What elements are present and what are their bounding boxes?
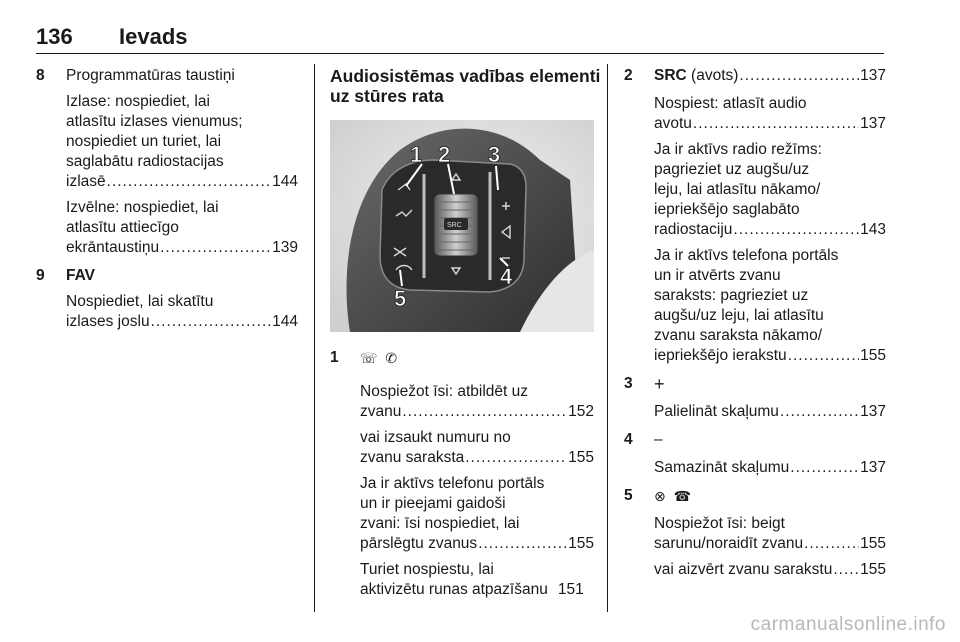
text-line: Nospiežot īsi: atbildēt uz xyxy=(360,383,529,400)
leader-dots xyxy=(733,220,859,240)
reference-text: sarunu/noraidīt zvanu xyxy=(654,535,804,552)
src-engraving: SRC xyxy=(447,222,462,229)
reference-page: 144 xyxy=(272,173,298,190)
item-number: 4 xyxy=(624,431,633,448)
reference-page: 139 xyxy=(272,239,298,256)
page-reference xyxy=(360,580,594,600)
reference-page: 137 xyxy=(860,115,886,132)
page-number: 136 xyxy=(36,24,73,49)
text-line: nospiediet un turiet, lai xyxy=(66,133,222,150)
text-line: Ja ir aktīvs telefona portāls xyxy=(654,247,839,264)
reference-text: zvanu saraksta xyxy=(360,449,465,466)
reference-text: vai aizvērt zvanu sarakstu xyxy=(654,561,833,578)
reference-page: 137 xyxy=(860,459,886,476)
section-title xyxy=(330,66,601,106)
leader-dots xyxy=(402,402,567,422)
item-number: 2 xyxy=(624,67,633,84)
item-paragraph xyxy=(360,474,594,554)
text-line: pagrieziet uz augšu/uz xyxy=(654,161,810,178)
section-title-line: uz stūres rata xyxy=(330,86,444,106)
column-3 xyxy=(624,66,886,588)
reference-page: 144 xyxy=(272,313,298,330)
reference-page: 155 xyxy=(860,347,886,364)
text-line: saraksts: pagrieziet uz xyxy=(654,287,809,304)
src-label-rest: (avots) xyxy=(691,67,739,84)
item-paragraph xyxy=(66,198,298,258)
callout-4: 4 xyxy=(500,264,513,289)
text-line: Nospiest: atlasīt audio xyxy=(654,95,807,112)
text-line: atlasītu attiecīgo xyxy=(66,219,179,236)
item-paragraph xyxy=(360,428,594,468)
page-reference xyxy=(654,114,886,134)
item-paragraph xyxy=(654,246,886,366)
item-paragraph xyxy=(654,560,886,580)
reference-text: radiostaciju xyxy=(654,221,733,238)
reference-text: ekrāntaustiņu xyxy=(66,239,160,256)
callout-3: 3 xyxy=(488,142,501,167)
page-reference xyxy=(360,402,594,422)
item-number: 5 xyxy=(624,487,633,504)
leader-dots xyxy=(739,66,859,86)
item-number: 8 xyxy=(36,67,45,84)
callout-2: 2 xyxy=(438,142,451,167)
text-line: iepriekšējo saglabāto xyxy=(654,201,800,218)
page-reference xyxy=(654,220,886,240)
item-paragraph xyxy=(654,94,886,134)
leader-dots xyxy=(465,448,567,468)
page-reference xyxy=(66,312,298,332)
page-reference xyxy=(654,346,886,366)
text-line: saglabātu radiostacijas xyxy=(66,153,224,170)
header-rule xyxy=(36,53,884,54)
leader-dots xyxy=(478,534,567,554)
callout-5: 5 xyxy=(394,286,407,311)
column-divider-right xyxy=(607,64,608,612)
page-reference xyxy=(654,458,886,478)
item-paragraph xyxy=(66,292,298,332)
reference-page: 155 xyxy=(568,535,594,552)
phone-voice-icon: ☏ ✆ xyxy=(360,350,400,366)
text-line: Ja ir aktīvs telefonu portāls xyxy=(360,475,545,492)
page-title: Ievads xyxy=(119,24,188,49)
reference-text: zvanu xyxy=(360,403,402,420)
leader-dots xyxy=(790,458,859,478)
text-line: un ir pieejami gaidoši xyxy=(360,495,506,512)
page-reference xyxy=(654,534,886,554)
leader-dots xyxy=(151,312,272,332)
item-paragraph xyxy=(360,560,594,600)
reference-text: Samazināt skaļumu xyxy=(654,459,790,476)
list-item-2 xyxy=(624,66,886,366)
reference-page: 155 xyxy=(860,561,886,578)
reference-page: 155 xyxy=(860,535,886,552)
item-number: 9 xyxy=(36,267,45,284)
reference-text: aktivizētu runas atpazīšanu xyxy=(360,581,548,598)
page-reference xyxy=(66,238,298,258)
text-line: vai izsaukt numuru no xyxy=(360,429,511,446)
minus-icon: – xyxy=(654,431,663,448)
text-line: Nospiediet, lai skatītu xyxy=(66,293,214,310)
page-reference xyxy=(654,560,886,580)
item-paragraph xyxy=(654,402,886,422)
site-watermark: carmanualsonline.info xyxy=(750,614,946,635)
list-item-4 xyxy=(624,430,886,478)
reference-page: 151 xyxy=(557,581,584,598)
reference-text: pārslēgtu zvanus xyxy=(360,535,478,552)
text-line: leju, lai atlasītu nākamo/ xyxy=(654,181,821,198)
leader-dots xyxy=(160,238,271,258)
item-paragraph xyxy=(654,514,886,554)
text-line: un ir atvērts zvanu xyxy=(654,267,781,284)
reference-page: 155 xyxy=(568,449,594,466)
plus-icon: + xyxy=(654,374,665,394)
leader-dots xyxy=(788,346,859,366)
text-line: Nospiežot īsi: beigt xyxy=(654,515,785,532)
reference-page: 137 xyxy=(860,67,886,84)
leader-dots xyxy=(833,560,859,580)
page-reference xyxy=(654,402,886,422)
page-reference xyxy=(66,172,298,192)
reference-page: 137 xyxy=(860,403,886,420)
reference-page: 152 xyxy=(568,403,594,420)
list-item-9 xyxy=(36,266,298,332)
steering-wheel-illustration xyxy=(330,120,594,332)
page-reference xyxy=(654,66,886,86)
item-paragraph xyxy=(654,140,886,240)
item-paragraph xyxy=(66,92,298,192)
text-line: Ja ir aktīvs radio režīms: xyxy=(654,141,822,158)
column-divider-left xyxy=(314,64,315,612)
leader-dots xyxy=(780,402,859,422)
text-line: zvanu saraksta nākamo/ xyxy=(654,327,823,344)
page-reference xyxy=(360,448,594,468)
reference-page: 143 xyxy=(860,221,886,238)
item-paragraph xyxy=(360,382,594,422)
list-item-8 xyxy=(36,66,298,258)
list-item-5 xyxy=(624,486,886,580)
item-title: FAV xyxy=(66,267,95,284)
text-line: Izlase: nospiediet, lai xyxy=(66,93,210,110)
text-line: augšu/uz leju, lai atlasītu xyxy=(654,307,824,324)
mute-hangup-icon: ⊗ ☎ xyxy=(654,488,694,504)
column-1 xyxy=(36,66,298,340)
text-line: Turiet nospiestu, lai xyxy=(360,561,494,578)
reference-text: izlases joslu xyxy=(66,313,150,330)
reference-text: avotu xyxy=(654,115,692,132)
leader-dots xyxy=(804,534,859,554)
text-line: atlasītu izlases vienumus; xyxy=(66,113,243,130)
section-title-line: Audiosistēmas vadības elementi xyxy=(330,66,601,86)
src-label: SRC xyxy=(654,67,687,84)
text-line: zvani: īsi nospiediet, lai xyxy=(360,515,520,532)
item-title: Programmatūras taustiņi xyxy=(66,67,235,84)
leader-dots xyxy=(107,172,271,192)
reference-text xyxy=(654,66,738,86)
item-paragraph xyxy=(654,458,886,478)
list-item-3 xyxy=(624,374,886,422)
list-item-1 xyxy=(330,348,594,600)
text-line: Izvēlne: nospiediet, lai xyxy=(66,199,219,216)
callout-1: 1 xyxy=(410,142,423,167)
reference-text: izlasē xyxy=(66,173,106,190)
item-number: 1 xyxy=(330,349,339,366)
steering-wheel-controls-photo xyxy=(330,120,594,332)
leader-dots xyxy=(693,114,859,134)
item-number: 3 xyxy=(624,375,633,392)
reference-text: iepriekšējo ierakstu xyxy=(654,347,787,364)
page-reference xyxy=(360,534,594,554)
column-2 xyxy=(330,66,601,608)
reference-text: Palielināt skaļumu xyxy=(654,403,779,420)
